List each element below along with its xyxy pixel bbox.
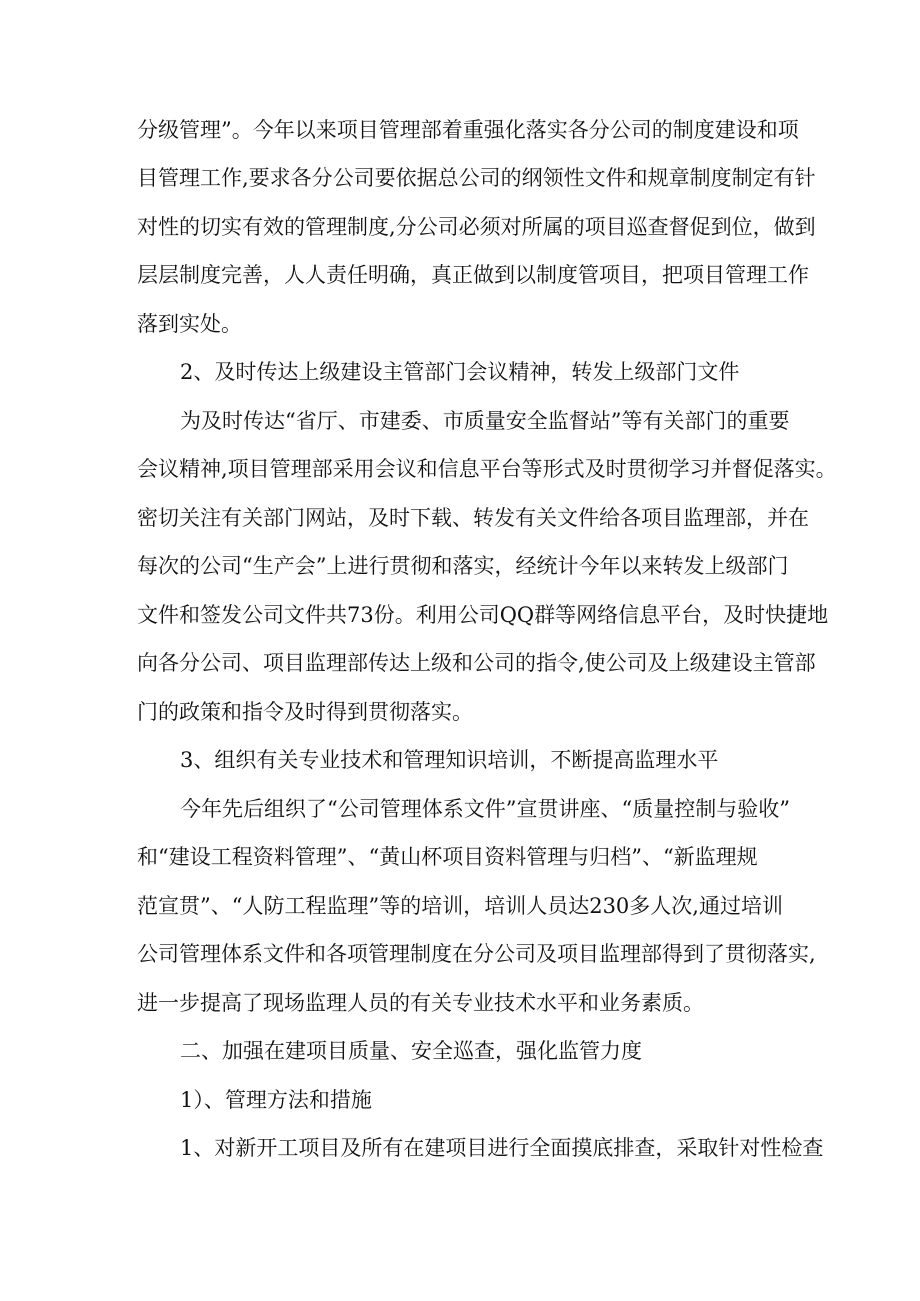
text-line: 每次的公司“生产会”上进行贯彻和落实，经统计今年以来转发上级部门	[137, 554, 789, 578]
text-line: 进一步提高了现场监理人员的有关专业技术水平和业务素质。	[137, 991, 704, 1015]
text-line: 对性的切实有效的管理制度,分公司必须对所属的项目巡查督促到位，做到	[137, 215, 816, 239]
text-line: 分级管理”。今年以来项目管理部着重强化落实各分公司的制度建设和项	[137, 118, 799, 142]
text-line: 目管理工作,要求各分公司要依据总公司的纲领性文件和规章制度制定有针	[137, 166, 816, 190]
text-line: 文件和签发公司文件共73份。利用公司QQ群等网络信息平台，及时快捷地	[137, 603, 829, 627]
text-line: 和“建设工程资料管理”、“黄山杯项目资料管理与归档”、“新监理规	[137, 845, 758, 869]
text-line: 落到实处。	[137, 312, 242, 336]
text-line: 1、对新开工项目及所有在建项目进行全面摸底排查，采取针对性检查	[180, 1136, 824, 1160]
text-line: 今年先后组织了“公司管理体系文件”宣贯讲座、“质量控制与验收”	[180, 797, 790, 821]
text-line: 会议精神,项目管理部采用会议和信息平台等形式及时贯彻学习并督促落实。	[137, 457, 837, 481]
subsection-heading: 1）、管理方法和措施	[180, 1088, 372, 1112]
text-line: 范宣贯”、“人防工程监理”等的培训，培训人员达230多人次,通过培训	[137, 894, 783, 918]
text-line: 密切关注有关部门网站，及时下载、转发有关文件给各项目监理部，并在	[137, 506, 809, 530]
section-heading: 二、加强在建项目质量、安全巡查，强化监管力度	[180, 1039, 642, 1063]
section-heading: 2、及时传达上级建设主管部门会议精神，转发上级部门文件	[180, 360, 740, 384]
text-line: 公司管理体系文件和各项管理制度在分公司及项目监理部得到了贯彻落实,	[137, 942, 816, 966]
text-line: 向各分公司、项目监理部传达上级和公司的指令,使公司及上级建设主管部	[137, 651, 816, 675]
text-line: 层层制度完善，人人责任明确，真正做到以制度管项目，把项目管理工作	[137, 263, 809, 287]
section-heading: 3、组织有关专业技术和管理知识培训，不断提高监理水平	[180, 748, 719, 772]
text-line: 为及时传达“省厅、市建委、市质量安全监督站”等有关部门的重要	[180, 409, 790, 433]
text-line: 门的政策和指令及时得到贯彻落实。	[137, 700, 473, 724]
